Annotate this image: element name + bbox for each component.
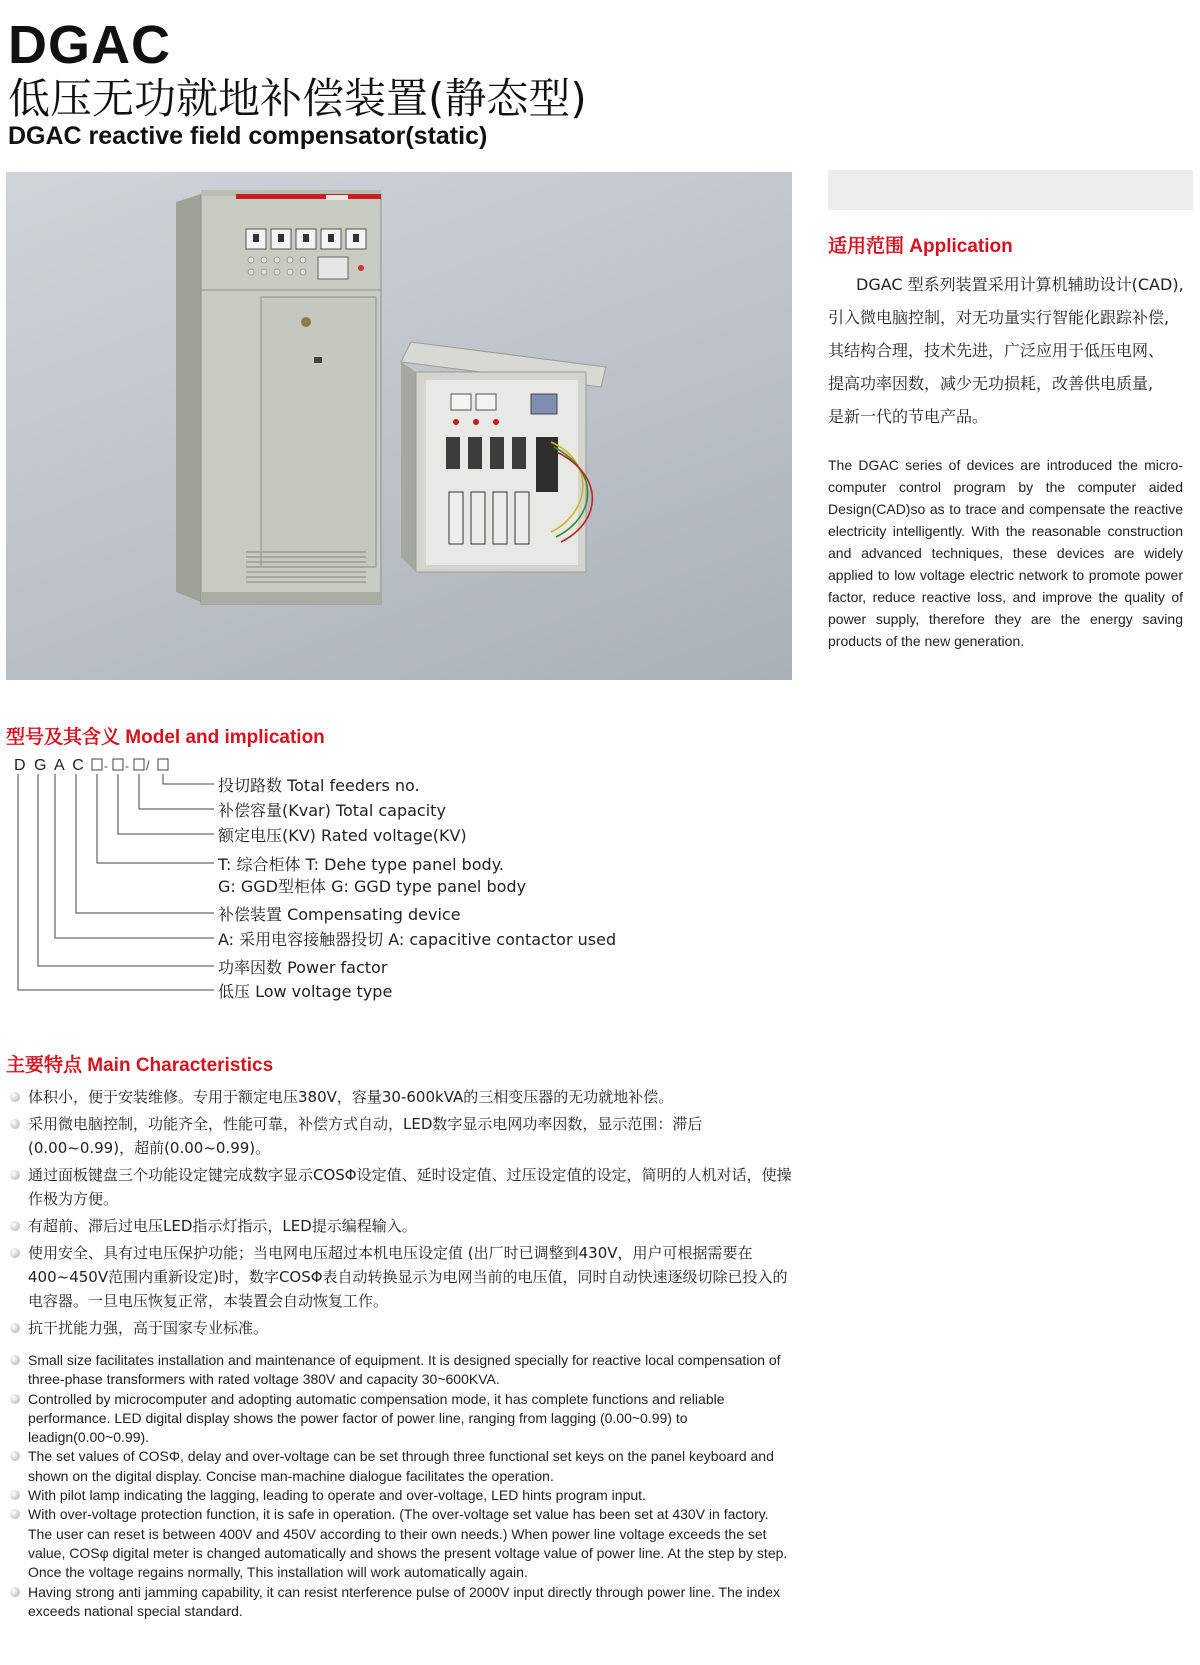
product-photo — [6, 172, 792, 680]
list-item: Small size facilitates installation and maintenance of equipment. It is designed specially for reactive local compensation of three-phase transformers with rated voltage 380V and capacity 30~600KVA. — [6, 1351, 796, 1390]
bullet-icon — [10, 1355, 20, 1365]
header-band — [828, 170, 1193, 210]
list-item: Having strong anti jamming capability, it can resist nterference pulse of 2000V input directly through power line. The index exceeds national special standard. — [6, 1583, 796, 1622]
list-item: 抗干扰能力强，高于国家专业标准。 — [6, 1316, 796, 1340]
text-line: DGAC 型系列装置采用计算机辅助设计(CAD), — [856, 275, 1184, 294]
model-label-panel-t: T: 综合柜体 T: Dehe type panel body. — [218, 855, 504, 874]
bullet-icon — [10, 1451, 20, 1461]
list-item: With pilot lamp indicating the lagging, leading to operate and over-voltage, LED hints program input. — [6, 1486, 796, 1505]
text-line: 是新一代的节电产品。 — [828, 407, 989, 426]
list-item: 使用安全、具有过电压保护功能；当电网电压超过本机电压设定值 (出厂时已调整到430V，用户可根据需要在400~450V范围内重新设定)时，数字COSΦ表自动转换显示为电网当前的电压值，同时自动快速逐级切除已投入的电容器。一旦电压恢复正常，本装置会自动恢复工作。 — [6, 1241, 796, 1313]
text-line: 引入微电脑控制，对无功量实行智能化跟踪补偿, — [828, 308, 1170, 327]
list-item: 有超前、滞后过电压LED指示灯指示，LED提示编程输入。 — [6, 1214, 796, 1238]
text-line: 提高功率因数，减少无功损耗，改善供电质量, — [828, 374, 1154, 393]
model-label-low-voltage: 低压 Low voltage type — [218, 982, 393, 1001]
title-chinese: 低压无功就地补偿装置(静态型) — [8, 74, 587, 123]
model-label-capacity: 补偿容量(Kvar) Total capacity — [218, 801, 446, 820]
bullet-icon — [10, 1490, 20, 1500]
svg-text:-: - — [104, 759, 108, 773]
list-item: 采用微电脑控制，功能齐全，性能可靠，补偿方式自动，LED数字显示电网功率因数，显示范围：滞后(0.00~0.99)，超前(0.00~0.99)。 — [6, 1112, 796, 1160]
model-label-feeders: 投切路数 Total feeders no. — [218, 776, 420, 795]
list-item: The set values of COSΦ, delay and over-voltage can be set through three functional set keys on the panel keyboard and shown on the digital display. Concise man-machine dialogue facilitates the operation. — [6, 1447, 796, 1486]
model-label-compensating: 补偿装置 Compensating device — [218, 905, 461, 924]
bullet-icon — [10, 1170, 20, 1180]
bullet-icon — [10, 1323, 20, 1333]
bullet-icon — [10, 1248, 20, 1258]
list-item: 通过面板键盘三个功能设定键完成数字显示COSΦ设定值、延时设定值、过压设定值的设定，简明的人机对话，使操作极为方便。 — [6, 1163, 796, 1211]
tall-cabinet — [176, 190, 381, 604]
characteristics-list-en — [6, 1351, 796, 1621]
list-item: Controlled by microcomputer and adopting automatic compensation mode, it has complete functions and reliable performance. LED digital display shows the power factor of power line, ranging from lagging (0.00~0.99) to leadign(0.00~0.99). — [6, 1390, 796, 1448]
small-cabinet — [401, 342, 606, 572]
bullet-icon — [10, 1587, 20, 1597]
model-label-power-factor: 功率因数 Power factor — [218, 958, 388, 977]
list-item: 体积小，便于安装维修。专用于额定电压380V，容量30-600kVA的三相变压器的无功就地补偿。 — [6, 1085, 796, 1109]
model-label-panel-g: G: GGD型柜体 G: GGD type panel body — [218, 877, 527, 896]
title-english: DGAC reactive field compensator(static) — [8, 122, 488, 150]
list-item: With over-voltage protection function, it is safe in operation. (The over-voltage set value has been set at 430V in factory. The user can reset is between 400V and 450V according to their own needs.) When power line voltage exceeds the set value, COSφ digital meter is changed automatically and shows the present voltage value of power line. At the step by step. Once the voltage regains normally, This installation will work automatically again. — [6, 1505, 796, 1582]
bullet-icon — [10, 1394, 20, 1404]
application-text-en: The DGAC series of devices are introduced the micro-computer control program by the computer aided Design(CAD)so as to trace and compensate the reactive electricity intelligently. With the reasonable construction and advanced techniques, these devices are widely applied to low voltage electric network to promote power factor, reduce reactive loss, and improve the quality of power supply, therefore they are the energy saving products of the new generation. — [828, 457, 1183, 649]
application-text-cn — [828, 268, 1190, 433]
model-label-voltage: 额定电压(KV) Rated voltage(KV) — [218, 826, 467, 845]
bullet-icon — [10, 1509, 20, 1519]
text-line: 其结构合理，技术先进，广泛应用于低压电网、 — [828, 341, 1165, 360]
section-title-model: 型号及其含义 Model and implication — [6, 727, 325, 748]
brand-title: DGAC — [8, 15, 171, 75]
section-title-application: 适用范围 Application — [828, 236, 1013, 257]
bullet-icon — [10, 1221, 20, 1231]
svg-text:/: / — [146, 758, 150, 773]
model-label-contactor: A: 采用电容接触器投切 A: capacitive contactor used — [218, 930, 617, 949]
characteristics-list-cn — [6, 1085, 796, 1343]
bullet-icon — [10, 1119, 20, 1129]
section-title-characteristics: 主要特点 Main Characteristics — [6, 1055, 274, 1076]
bullet-icon — [10, 1092, 20, 1102]
svg-text:-: - — [125, 759, 129, 773]
model-code: D G A C — [14, 757, 86, 774]
